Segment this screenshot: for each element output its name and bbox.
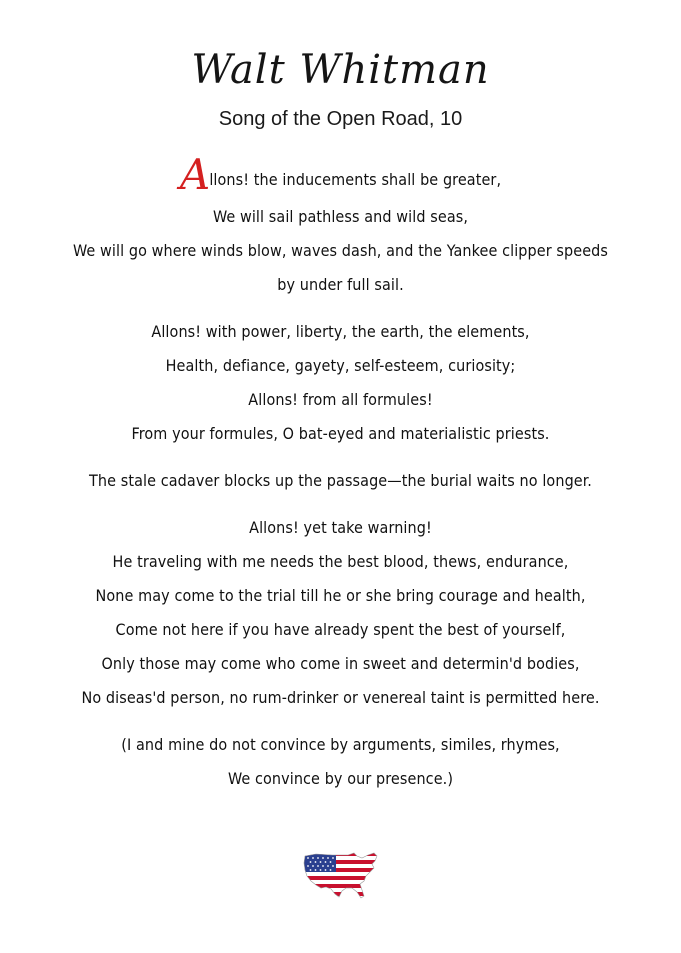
poem-line: Allons! from all formules! [248, 390, 433, 409]
poem-line: He traveling with me needs the best blood, thews, endurance, [112, 552, 569, 571]
poem-line: From your formules, O bat-eyed and materialistic priests. [131, 424, 550, 443]
usa-flag-map-icon [302, 850, 382, 902]
poem-line: Allons! with power, liberty, the earth, the elements, [151, 322, 530, 341]
poem-line: The stale cadaver blocks up the passage—the burial waits no longer. [89, 471, 592, 490]
poem-line: We will go where winds blow, waves dash, and the Yankee clipper speeds [72, 241, 609, 260]
poem-line: None may come to the trial till he or she bring courage and health, [95, 586, 586, 605]
poem-line: No diseas'd person, no rum-drinker or venereal taint is permitted here. [81, 688, 600, 707]
poem-line: Allons! yet take warning! [249, 518, 432, 537]
poem-line: Only those may come who come in sweet and determin'd bodies, [101, 654, 580, 673]
poem-line: We convince by our presence.) [227, 769, 454, 788]
stanza-3 [0, 464, 681, 498]
poem-line: Come not here if you have already spent the best of yourself, [115, 620, 566, 639]
poem-line: We will sail pathless and wild seas, [212, 207, 469, 226]
drop-cap: A [179, 150, 211, 199]
stanza-2 [0, 315, 681, 451]
poem-body [0, 150, 681, 809]
stanza-4 [0, 511, 681, 715]
stanza-1 [0, 150, 681, 302]
poem-line: (I and mine do not convince by arguments, similes, rhymes, [121, 735, 560, 754]
poem-line [0, 150, 681, 200]
poem-line: by under full sail. [277, 275, 404, 294]
poem-subtitle: Song of the Open Road, 10 [218, 108, 463, 130]
poem-line-text: llons! the inducements shall be greater, [209, 170, 502, 189]
author-title: Walt Whitman [191, 47, 490, 93]
poem-line: Health, defiance, gayety, self-esteem, curiosity; [165, 356, 516, 375]
stanza-5 [0, 728, 681, 796]
